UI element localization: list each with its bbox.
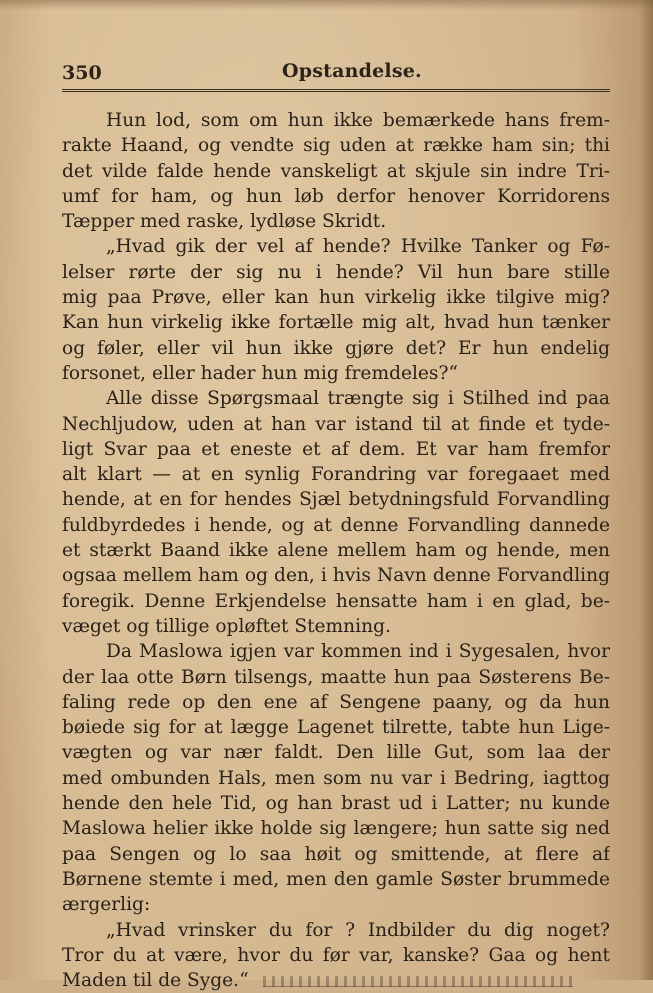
body-text bbox=[62, 108, 610, 993]
page-header bbox=[62, 60, 610, 86]
text-line: Nechljudow, uden at han var istand til at finde et tyde- bbox=[62, 413, 610, 435]
text-line: det vilde falde hende vanskeligt at skjule sin indre Tri- bbox=[62, 160, 610, 182]
text-line: „Hvad vrinsker du for ? Indbilder du dig noget? bbox=[106, 919, 610, 941]
text-line: lelser rørte der sig nu i hende? Vil hun bare stille bbox=[62, 261, 610, 283]
text-line: et stærkt Baand ikke alene mellem ham og hende, men bbox=[62, 540, 610, 562]
page-top-shadow bbox=[0, 0, 653, 10]
page-edge-shadow bbox=[639, 0, 653, 980]
text-line: ærgerlig: bbox=[62, 894, 151, 916]
text-line: væget og tillige opløftet Stemning. bbox=[62, 615, 391, 637]
text-line: Børnene stemte i med, men den gamle Søster brummede bbox=[62, 868, 610, 890]
text-line: rakte Haand, og vendte sig uden at række ham sin; thi bbox=[62, 135, 610, 157]
text-line: Tror du at være, hvor du før var, kanske? Gaa og hent bbox=[62, 944, 610, 966]
text-line: Hun lod, som om hun ikke bemærkede hans frem- bbox=[106, 110, 610, 131]
text-line: med ombunden Hals, men som nu var i Bedring, iagttog bbox=[62, 767, 610, 789]
text-line: forsonet, eller hader hun mig fremdeles?“ bbox=[62, 362, 458, 384]
text-line: Tæpper med raske, lydløse Skridt. bbox=[62, 211, 387, 233]
text-line: der laa otte Børn tilsengs, maatte hun paa Søsterens Be- bbox=[62, 666, 610, 688]
text-line: foregik. Denne Erkjendelse hensatte ham i en glad, be- bbox=[62, 590, 610, 612]
text-line: Alle disse Spørgsmaal trængte sig i Stilhed ind paa bbox=[106, 388, 610, 410]
page-number: 350 bbox=[62, 62, 102, 84]
text-line: ligt Svar paa et eneste et af dem. Et var ham fremfor bbox=[62, 438, 610, 460]
text-line: ogsaa mellem ham og den, i hvis Navn denne Forvandling bbox=[62, 565, 610, 587]
text-line: hende, at en for hendes Sjæl betydningsfuld Forvandling bbox=[62, 489, 610, 511]
text-line: hende den hele Tid, og han brast ud i Latter; nu kunde bbox=[62, 793, 610, 815]
text-line: umf for ham, og hun løb derfor henover Korridorens bbox=[62, 185, 610, 207]
text-line-final bbox=[62, 968, 610, 993]
text-line: Da Maslowa igjen var kommen ind i Sygesalen, hvor bbox=[106, 641, 610, 663]
text-line: alt klart — at en synlig Forandring var foregaaet med bbox=[62, 464, 610, 486]
text-line: bøiede sig for at lægge Lagenet tilrette, tabte hun Lige- bbox=[62, 717, 610, 739]
header-rule bbox=[62, 89, 610, 92]
text-line: Kan hun virkelig ikke fortælle mig alt, hvad hun tænker bbox=[62, 312, 610, 334]
text-line: vægten og var nær faldt. Den lille Gut, som laa der bbox=[62, 742, 610, 764]
text-line: faling rede op den ene af Sengene paany, og da hun bbox=[62, 691, 610, 713]
bleed-through-mark bbox=[263, 976, 573, 987]
text-line: mig paa Prøve, eller kan hun virkelig ikke tilgive mig? bbox=[62, 287, 610, 309]
running-title: Opstandelse. bbox=[282, 60, 422, 82]
text-line: og føler, eller vil hun ikke gjøre det? Er hun endelig bbox=[62, 337, 610, 359]
text-line: Maslowa helier ikke holde sig længere; hun satte sig ned bbox=[62, 818, 610, 840]
text-line: fuldbyrdedes i hende, og at denne Forvandling dannede bbox=[62, 514, 610, 536]
text-line: paa Sengen og lo saa høit og smittende, at flere af bbox=[62, 843, 610, 865]
text-line: „Hvad gik der vel af hende? Hvilke Tanker og Fø- bbox=[106, 236, 610, 258]
final-line-text: Maden til de Syge.“ bbox=[62, 970, 249, 992]
